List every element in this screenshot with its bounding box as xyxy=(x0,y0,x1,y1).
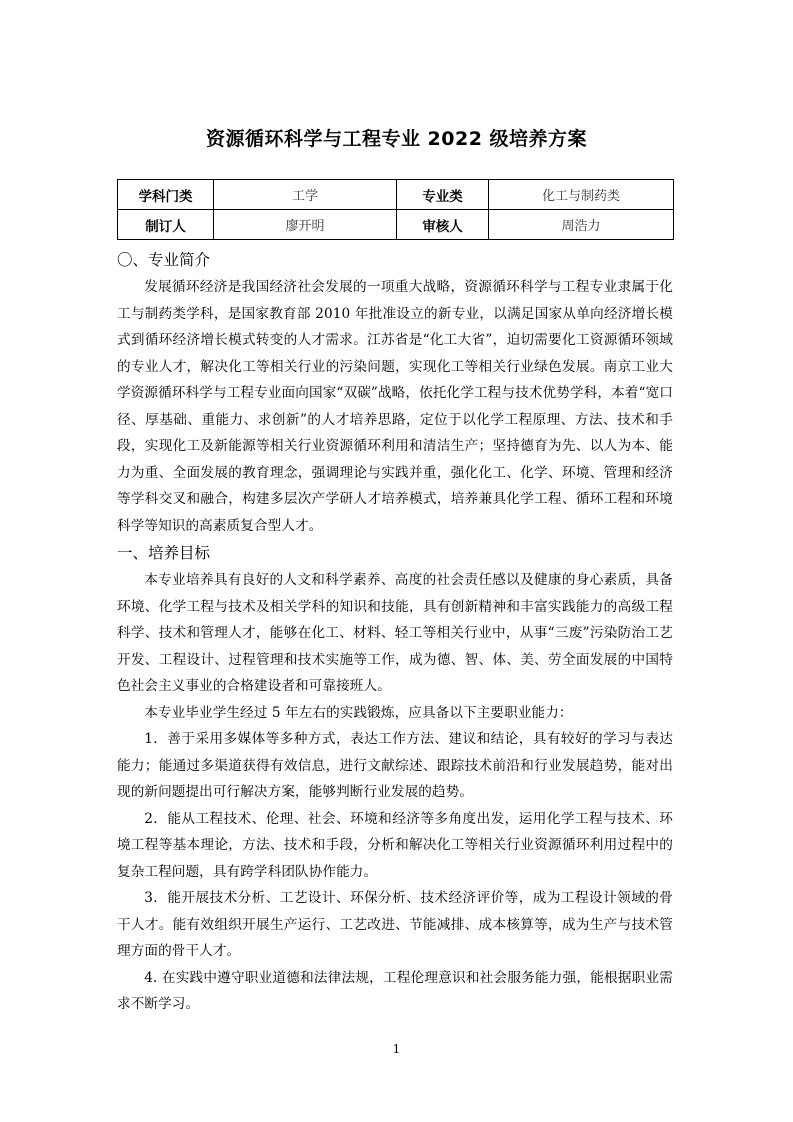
document-title: 资源循环科学与工程专业 2022 级培养方案 xyxy=(205,128,588,150)
section-major-intro xyxy=(117,246,673,539)
info-table-row xyxy=(118,180,674,210)
reviewer-label: 审核人 xyxy=(397,210,489,240)
major-class-label: 专业类 xyxy=(397,180,489,210)
author-label: 制订人 xyxy=(118,210,214,240)
document-body xyxy=(117,246,673,1018)
author-value: 廖开明 xyxy=(214,210,397,240)
list-item-ability-1: 1．善于采用多媒体等多种方式，表达工作方法、建议和结论，具有较好的学习与表达能力；能通过多渠道获得有效信息，进行文献综述、跟踪技术前沿和行业发展趋势，能对出现的新问题提出可行解决方案，能够判断行业发展的趋势。 xyxy=(117,731,673,800)
section-heading: 〇、专业简介 xyxy=(117,251,211,269)
discipline-category-value: 工学 xyxy=(214,180,397,210)
paragraph: 本专业毕业学生经过 5 年左右的实践锻炼，应具备以下主要职业能力： xyxy=(144,704,573,721)
major-class-value: 化工与制药类 xyxy=(489,180,674,210)
paragraph: 本专业培养具有良好的人文和科学素养、高度的社会责任感以及健康的身心素质，具备环境、化学工程与技术及相关学科的知识和技能，具有创新精神和丰富实践能力的高级工程科学、技术和管理人才，能够在化工、材料、轻工等相关行业中，从事“三废”污染防治工艺开发、工程设计、过程管理和技术实施等工作，成为德、智、体、美、劳全面发展的中国特色社会主义事业的合格建设者和可靠接班人。 xyxy=(117,572,673,694)
paragraph: 发展循环经济是我国经济社会发展的一项重大战略，资源循环科学与工程专业隶属于化工与制药类学科，是国家教育部 2010 年批准设立的新专业，以满足国家从单向经济增长模式到循环经济增长模式转变的人才需求。江苏省是“化工大省”，迫切需要化工资源循环领域的专业人才，解决化工等相关行业的污染问题，实现化工等相关行业绿色发展。南京工业大学资源循环科学与工程专业面向国家“双碳”战略，依托化学工程与技术优势学科，本着“宽口径、厚基础、重能力、求创新”的人才培养思路，定位于以化学工程原理、方法、技术和手段，实现化工及新能源等相关行业资源循环利用和清洁生产；坚持德育为先、以人为本、能力为重、全面发展的教育理念，强调理论与实践并重，强化化工、化学、环境、管理和经济等学科交叉和融合，构建多层次产学研人才培养模式，培养兼具化学工程、循环工程和环境科学等知识的高素质复合型人才。 xyxy=(117,279,673,534)
discipline-category-label: 学科门类 xyxy=(118,180,214,210)
reviewer-value: 周浩力 xyxy=(489,210,674,240)
section-heading: 一、培养目标 xyxy=(117,544,211,562)
info-table xyxy=(117,179,674,240)
section-training-objectives xyxy=(117,539,673,1018)
page-number: 1 xyxy=(392,1042,401,1056)
list-item-ability-4: 4. 在实践中遵守职业道德和法律法规，工程伦理意识和社会服务能力强，能根据职业需求不断学习。 xyxy=(117,969,673,1012)
list-item-ability-3: 3．能开展技术分析、工艺设计、环保分析、技术经济评价等，成为工程设计领域的骨干人才。能有效组织开展生产运行、工艺改进、节能减排、成本核算等，成为生产与技术管理方面的骨干人才。 xyxy=(117,890,673,959)
info-table-row xyxy=(118,210,674,240)
list-item-ability-2: 2．能从工程技术、伦理、社会、环境和经济等多角度出发，运用化学工程与技术、环境工程等基本理论，方法、技术和手段，分析和解决化工等相关行业资源循环利用过程中的复杂工程问题，具有跨学科团队协作能力。 xyxy=(117,810,673,880)
